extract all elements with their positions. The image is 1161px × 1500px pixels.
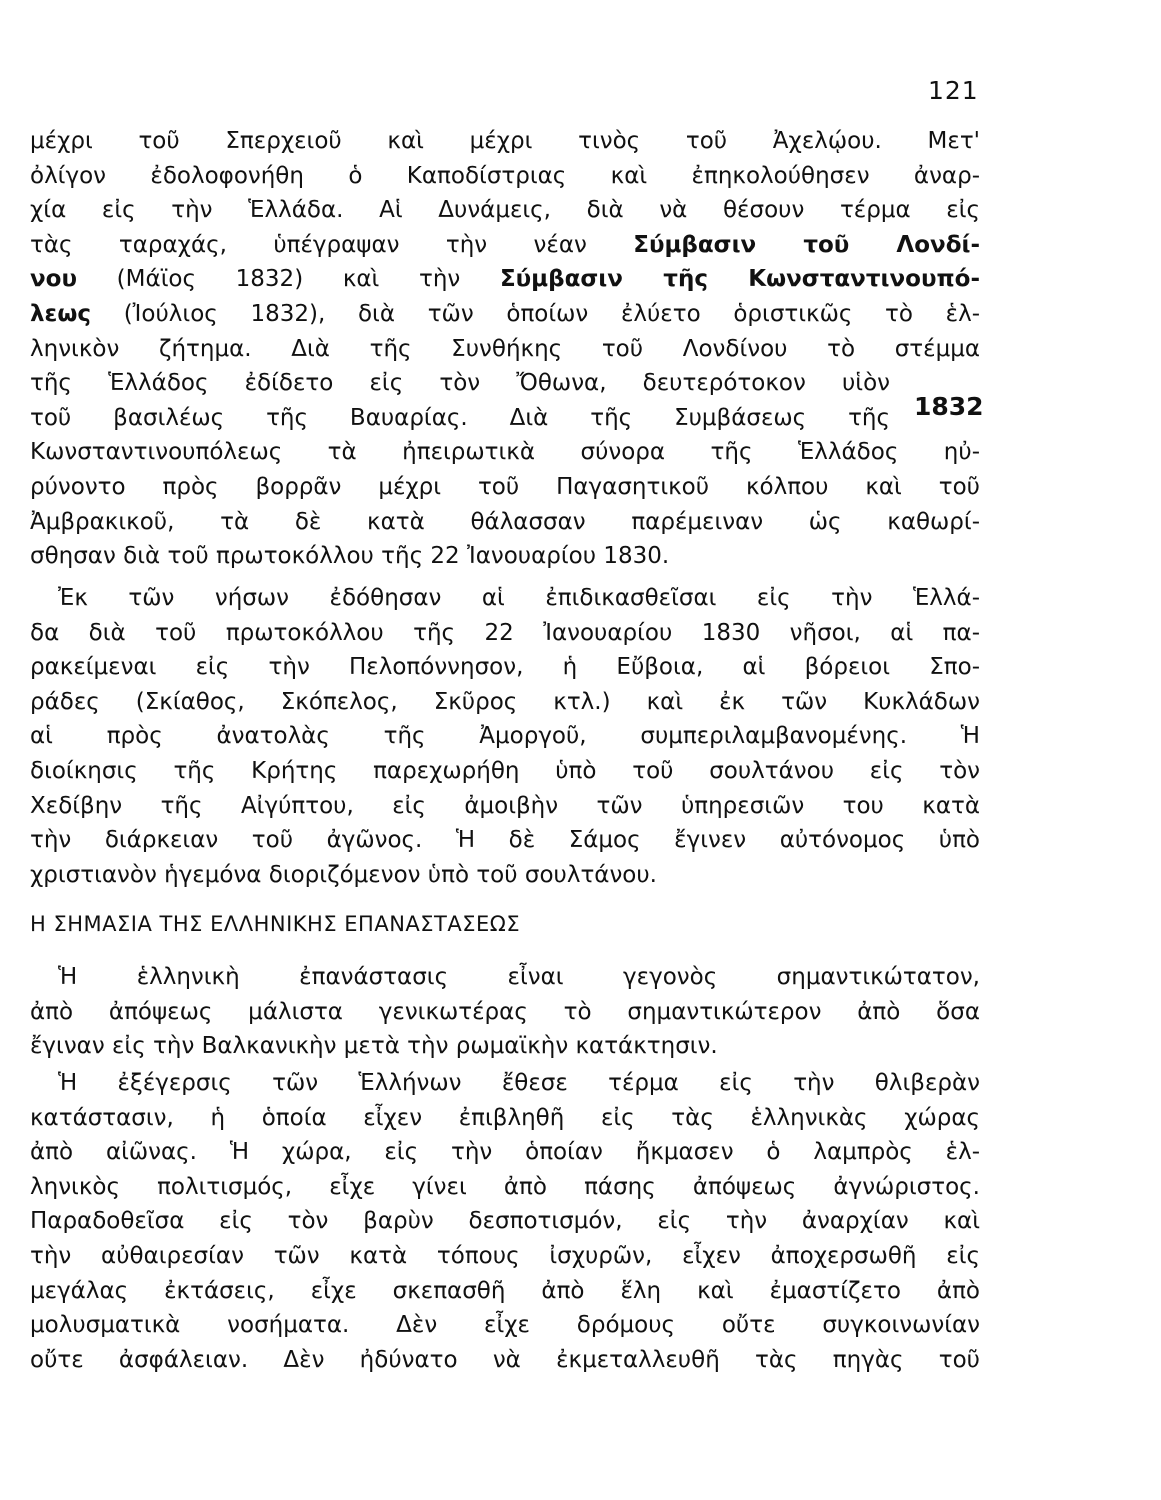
text-line <box>30 262 980 297</box>
treaty-london-term-end: νου <box>30 266 77 293</box>
page-number: 121 <box>928 76 979 105</box>
paragraph-islands <box>30 581 980 892</box>
text-line: Χεδίβην τῆς Αἰγύπτου, εἰς ἀμοιβὴν τῶν ὑπηρεσιῶν του κατὰ <box>30 792 980 819</box>
treaty-constantinople-term: Σύμβασιν τῆς Κωνσταντινουπό- <box>499 266 981 293</box>
text-line: μολυσματικὰ νοσήματα. Δὲν εἶχε δρόμους οὔτε συγκοινωνίαν <box>30 1312 980 1339</box>
paragraph-uprising <box>30 1066 980 1377</box>
text-line: ἔγιναν εἰς τὴν Βαλκανικὴν μετὰ τὴν ρωμαϊκὴν κατάκτησιν. <box>30 1033 718 1060</box>
text-line: Κωνσταντινουπόλεως τὰ ἠπειρωτικὰ σύνορα τῆς Ἑλλάδος ηὐ- <box>30 439 980 466</box>
treaty-constantinople-term-end: λεως <box>30 300 91 327</box>
text-line: ληνικὸς πολιτισμός, εἶχε γίνει ἀπὸ πάσης ἀπόψεως ἀγνώριστος. <box>30 1173 980 1200</box>
text-line: Ἀμβρακικοῦ, τὰ δὲ κατὰ θάλασσαν παρέμειναν ὡς καθωρί- <box>30 508 980 535</box>
paragraph-significance <box>30 960 980 1064</box>
text-line: χία εἰς τὴν Ἑλλάδα. Αἱ Δυνάμεις, διὰ νὰ θέσουν τέρμα εἰς <box>30 197 980 224</box>
text-line: μέχρι τοῦ Σπερχειοῦ καὶ μέχρι τινὸς τοῦ Ἀχελῴου. Μετ' <box>30 128 980 154</box>
text-line: τοῦ βασιλέως τῆς Βαυαρίας. Διὰ τῆς Συμβάσεως τῆς <box>30 404 890 431</box>
text-line: ληνικὸν ζήτημα. Διὰ τῆς Συνθήκης τοῦ Λονδίνου τὸ στέμμα <box>30 335 980 362</box>
text-line: ράδες (Σκίαθος, Σκόπελος, Σκῦρος κτλ.) καὶ ἐκ τῶν Κυκλάδων <box>30 688 980 715</box>
paragraph-treaties <box>30 124 980 574</box>
text-line: τὴν διάρκειαν τοῦ ἀγῶνος. Ἡ δὲ Σάμος ἔγινεν αὐτόνομος ὑπὸ <box>30 827 980 854</box>
section-heading: Η ΣΗΜΑΣΙΑ ΤΗΣ ΕΛΛΗΝΙΚΗΣ ΕΠΑΝΑΣΤΑΣΕΩΣ <box>30 912 521 936</box>
text-line: οὔτε ἀσφάλειαν. Δὲν ἠδύνατο νὰ ἐκμεταλλευθῆ τὰς πηγὰς τοῦ <box>30 1346 980 1373</box>
text-line: δα διὰ τοῦ πρωτοκόλλου τῆς 22 Ἰανουαρίου 1830 νῆσοι, αἱ πα- <box>30 619 980 646</box>
text-segment: (Μάϊος 1832) καὶ τὴν <box>116 266 461 293</box>
text-line: χριστιανὸν ἡγεμόνα διοριζόμενον ὑπὸ τοῦ σουλτάνου. <box>30 861 657 888</box>
text-line: σθησαν διὰ τοῦ πρωτοκόλλου τῆς 22 Ἰανουαρίου 1830. <box>30 543 670 570</box>
text-line: ρύνοντο πρὸς βορρᾶν μέχρι τοῦ Παγασητικοῦ κόλπου καὶ τοῦ <box>30 473 980 500</box>
text-line: διοίκησις τῆς Κρήτης παρεχωρήθη ὑπὸ τοῦ σουλτάνου εἰς τὸν <box>30 757 980 784</box>
text-line: Παραδοθεῖσα εἰς τὸν βαρὺν δεσποτισμόν, εἰς τὴν ἀναρχίαν καὶ <box>30 1208 980 1235</box>
text-line: ρακείμεναι εἰς τὴν Πελοπόννησον, ἡ Εὔβοια, αἱ βόρειοι Σπο- <box>30 654 980 681</box>
text-line: ἀπὸ αἰῶνας. Ἡ χώρα, εἰς τὴν ὁποίαν ἤκμασεν ὁ λαμπρὸς ἑλ- <box>30 1139 980 1166</box>
text-segment: τὰς ταραχάς, ὑπέγραψαν τὴν νέαν <box>30 231 587 258</box>
text-line: τὴν αὐθαιρεσίαν τῶν κατὰ τόπους ἰσχυρῶν, εἶχεν ἀποχερσωθῆ εἰς <box>30 1242 980 1269</box>
text-line <box>30 297 980 332</box>
text-line: κατάστασιν, ἡ ὁποία εἶχεν ἐπιβληθῆ εἰς τὰς ἑλληνικὰς χώρας <box>30 1104 980 1131</box>
text-line: Ἡ ἑλληνικὴ ἐπανάστασις εἶναι γεγονὸς σημαντικώτατον, <box>58 964 980 990</box>
margin-year-note: 1832 <box>914 392 984 421</box>
text-line: μεγάλας ἐκτάσεις, εἶχε σκεπασθῆ ἀπὸ ἕλη καὶ ἐμαστίζετο ἀπὸ <box>30 1277 980 1304</box>
text-line: αἱ πρὸς ἀνατολὰς τῆς Ἀμοργοῦ, συμπεριλαμβανομένης. Ἡ <box>30 723 980 750</box>
text-line <box>30 228 980 263</box>
text-line: ἀπὸ ἀπόψεως μάλιστα γενικωτέρας τὸ σημαντικώτερον ἀπὸ ὅσα <box>30 998 980 1025</box>
text-line: τῆς Ἑλλάδος ἐδίδετο εἰς τὸν Ὄθωνα, δευτερότοκον υἱὸν <box>30 370 890 397</box>
text-line: Ἡ ἐξέγερσις τῶν Ἑλλήνων ἔθεσε τέρμα εἰς τὴν θλιβερὰν <box>58 1070 980 1096</box>
text-segment: (Ἰούλιος 1832), διὰ τῶν ὁποίων ἐλύετο ὁριστικῶς τὸ ἑλ- <box>123 300 981 327</box>
text-line: Ἐκ τῶν νήσων ἐδόθησαν αἱ ἐπιδικασθεῖσαι εἰς τὴν Ἑλλά- <box>58 585 980 611</box>
text-line: ὀλίγον ἐδολοφονήθη ὁ Καποδίστριας καὶ ἐπηκολούθησεν ἀναρ- <box>30 162 980 189</box>
treaty-london-term: Σύμβασιν τοῦ Λονδί- <box>633 231 981 258</box>
